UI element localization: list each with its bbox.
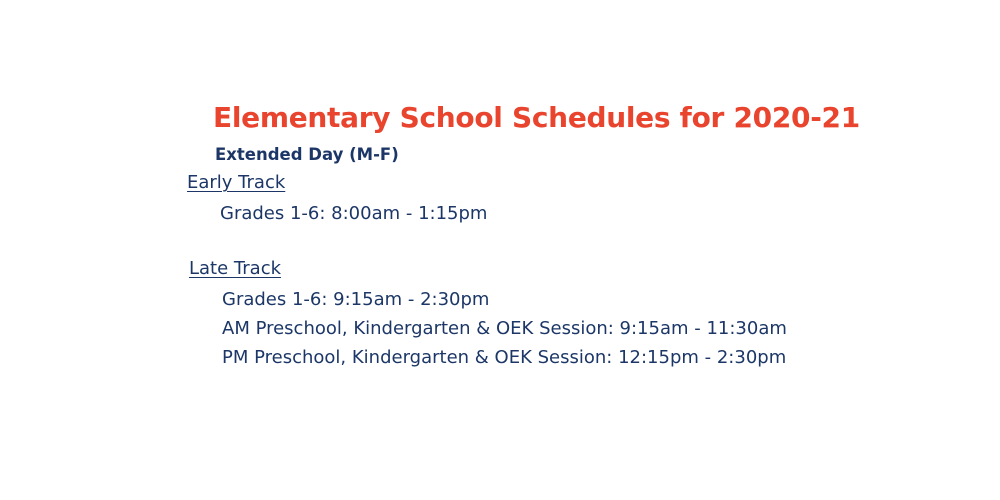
page-title: Elementary School Schedules for 2020-21 [213, 101, 860, 134]
page-subtitle: Extended Day (M-F) [215, 145, 399, 164]
late-track-heading: Late Track [189, 258, 282, 279]
early-track-grades-line: Grades 1-6: 8:00am - 1:15pm [220, 203, 488, 224]
early-track-heading: Early Track [187, 172, 286, 193]
late-track-pm-session-line: PM Preschool, Kindergarten & OEK Session: 12:15pm - 2:30pm [222, 347, 787, 368]
late-track-grades-line: Grades 1-6: 9:15am - 2:30pm [222, 289, 490, 310]
late-track-am-session-line: AM Preschool, Kindergarten & OEK Session: 9:15am - 11:30am [222, 318, 787, 339]
